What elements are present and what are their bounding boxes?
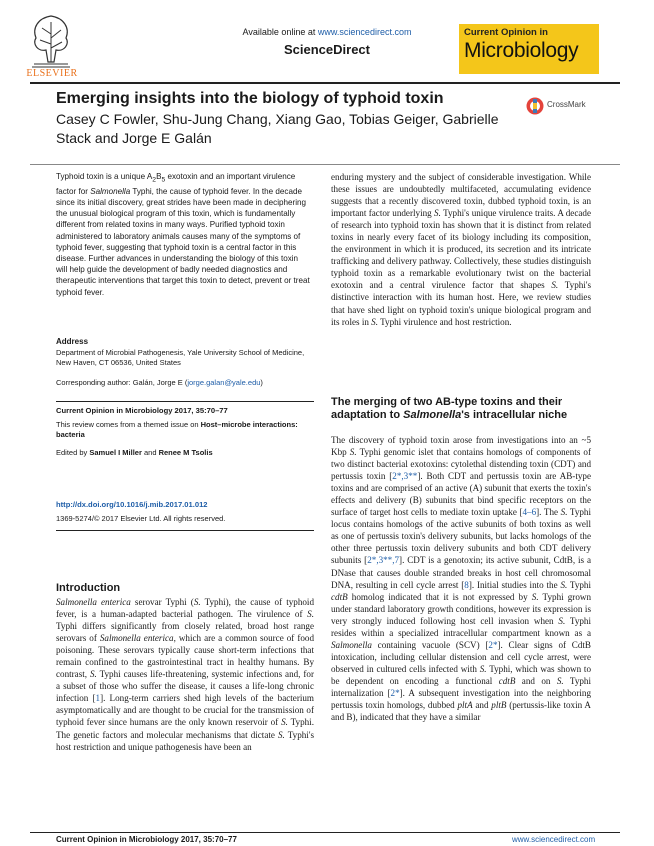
crossmark-badge[interactable] xyxy=(526,96,616,116)
journal-name-line2: Microbiology xyxy=(464,39,579,62)
copyright: 1369-5274/© 2017 Elsevier Ltd. All rights reserved. xyxy=(56,514,226,523)
section-body: The discovery of typhoid toxin arose from investigations into an ~5 Kbp S. Typhi genomic islet that contains homologs of components of two distinct bacterial exotoxins: cytolethal distending toxin (CDT) and pertussis toxin [2*,3**]. Both CDT and pertussis toxin are AB-type toxins and are comprised of an active (A) subunit that exerts the toxin's effects and delivery (B) subunits that bind specific receptors on the surface of target host cells to mediate toxin uptake [4–6]. The S. Typhi locus contains homologs of the active subunits of both toxins as well as one of pertussis toxin's delivery subunits, but lacks homologs of the other three pertussis toxin delivery subunits and both CDT delivery subunits [2*,3**,7]. CDT is a genotoxin; its active subunit, CdtB, is a DNase that causes double stranded breaks in host cell chromosomal DNA, resulting in cell cycle arrest [8]. Initial studies into the S. Typhi cdtB homolog indicated that it is not expressed by S. Typhi grown under standard laboratory growth conditions, however its expression is very strongly induced following host cell invasion when S. Typhi resides within a specialized intracellular compartment known as a Salmonella containing vacuole (SCV) [2*]. Clear signs of CdtB intoxication, including cellular distension and cell cycle arrest, were observed in cultured cells infected with S. Typhi, which was shown to be dependent on encoding a functional cdtB and on S. Typhi internalization [2*]. A subsequent investigation into the neighboring pertussis toxin homologs, dubbed pltA and pltB (pertussis-like toxin A and B), indicated that they have a similar xyxy=(331,435,592,723)
citation-link[interactable]: 4–6 xyxy=(522,507,537,518)
citation-link[interactable]: 2*,3**,7 xyxy=(367,555,400,566)
introduction-heading: Introduction xyxy=(56,582,121,594)
publisher-name: ELSEVIER xyxy=(26,68,78,79)
citation-link[interactable]: 2*,3** xyxy=(392,471,418,482)
crossmark-label: CrossMark xyxy=(547,100,586,109)
footer-url-link[interactable]: www.sciencedirect.com xyxy=(512,835,596,844)
journal-reference: Current Opinion in Microbiology 2017, 35:70–77 xyxy=(56,406,228,415)
doi-link[interactable]: http://dx.doi.org/10.1016/j.mib.2017.01.012 xyxy=(56,500,208,509)
citation-link[interactable]: 1 xyxy=(95,693,101,704)
edited-by: Edited by Samuel I Miller and Renee M Tsolis xyxy=(56,448,213,457)
sciencedirect-wordmark: ScienceDirect xyxy=(284,42,370,57)
crossmark-icon xyxy=(526,96,544,116)
citation-link[interactable]: 8 xyxy=(464,579,469,590)
citation-link[interactable]: 2* xyxy=(390,687,400,698)
address-heading: Address xyxy=(56,337,89,346)
article-authors: Casey C Fowler, Shu-Jung Chang, Xiang Gao, Tobias Geiger, Gabrielle Stack and Jorge E Galán xyxy=(56,111,499,146)
corresponding-author: Corresponding author: Galán, Jorge E (jorge.galan@yale.edu) xyxy=(56,378,263,387)
section-heading: The merging of two AB-type toxins and their adaptation to Salmonella's intracellular niche xyxy=(331,396,568,421)
journal-banner xyxy=(459,24,599,74)
info-box-bottom-rule xyxy=(56,530,314,531)
footer-rule xyxy=(30,832,620,833)
themed-issue: This review comes from a themed issue on Host–microbe interactions: bacteria xyxy=(56,420,298,439)
author-email-link[interactable]: jorge.galan@yale.edu xyxy=(187,378,261,387)
title-rule xyxy=(30,164,620,165)
info-box-top-rule xyxy=(56,401,314,402)
address-text: Department of Microbial Pathogenesis, Yale University School of Medicine, New Haven, CT 06536, United States xyxy=(56,348,305,367)
journal-name-line1: Current Opinion in xyxy=(464,27,548,38)
sciencedirect-link[interactable]: www.sciencedirect.com xyxy=(317,27,412,37)
article-title: Emerging insights into the biology of typhoid toxin xyxy=(56,90,444,107)
intro-continued: enduring mystery and the subject of considerable investigation. While these issues are undoubtedly multifaceted, accumulating evidence suggests that a recently discovered toxin, dubbed typhoid toxin, is an important factor underlying S. Typhi's unique virulence traits. A decade of research into typhoid toxin has shown that it is distinct from related toxins in nearly every facet of its biology including its composition, the environment in which it is produced, its secretion and its intricate trafficking and delivery pathway. Collectively, these studies distinguish typhoid toxin as a remarkable evolutionary twist on the bacterial exotoxin and a central virulence factor that shapes S. Typhi's distinctive interaction with its human host. Here, we review studies that have shed light on typhoid toxin's unique biological program and its roles in S. Typhi virulence and host restriction. xyxy=(331,172,592,327)
header-rule xyxy=(30,82,620,84)
citation-link[interactable]: 2* xyxy=(488,639,498,650)
elsevier-tree-logo xyxy=(28,8,74,70)
available-online: Available online at www.sciencedirect.com xyxy=(242,27,412,37)
introduction-body: Salmonella enterica serovar Typhi (S. Typhi), the cause of typhoid fever, is a human-adapted bacterial pathogen. The virulence of S. Typhi differs significantly from closely related, broad host range serovars of Salmonella enterica, which are a common source of food poisoning. These serovars typically cause short-term infections that remain confined to the gastrointestinal tract in healthy humans. By contrast, S. Typhi causes life-threatening, systemic infections and, for a subset of those who suffer the disease, it causes a life-long chronic infection [1]. Long-term carriers shed high levels of the bacterium asymptomatically and are thought to be crucial for the transmission of typhoid fever since humans are the only known reservoir of S. Typhi. The genetic factors and molecular mechanisms that dictate S. Typhi's host restriction and unique pathogenesis have been an xyxy=(56,597,314,752)
footer-journal: Current Opinion in Microbiology 2017, 35:70–77 xyxy=(56,835,237,844)
abstract: Typhoid toxin is a unique $A_2B_5$ exotoxin and an important virulence factor for Salmonella Typhi, the cause of typhoid fever. In the decade since its initial discovery, great strides have been made in deciphering the unusual biological program of this toxin, which is fundamentally different from related toxins in many ways. Purified typhoid toxin administered to laboratory animals causes many of the symptoms of typhoid fever, suggesting that typhoid toxin is a central factor in this disease. Further advances in understanding the biology of this toxin will help guide the development of badly needed diagnostics and therapeutic interventions that target this toxin to detect, prevent or treat typhoid fever. xyxy=(56,172,310,297)
